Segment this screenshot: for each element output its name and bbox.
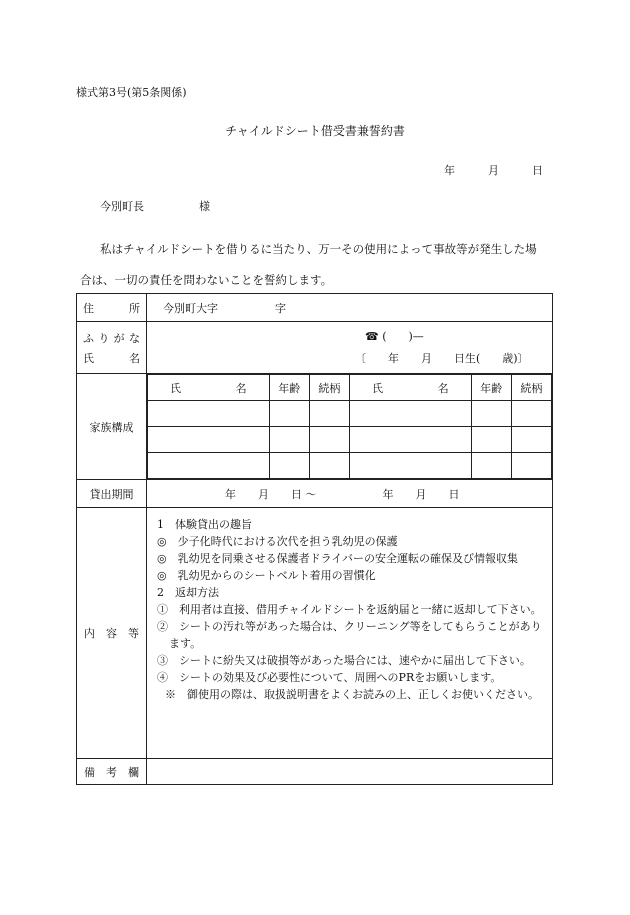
phone-field[interactable]: ( )— <box>382 330 424 343</box>
remarks-row <box>77 759 553 785</box>
family-age-cell[interactable] <box>471 453 511 479</box>
content-line: ◎ 乳幼児からのシートベルト着用の習慣化 <box>157 569 376 582</box>
content-line: ② シートの汚れ等があった場合は、クリーニング等をしてもらうことがあります。 <box>157 620 542 650</box>
family-name-cell[interactable] <box>148 427 270 453</box>
family-header-relation: 続柄 <box>511 375 551 401</box>
family-header-row <box>148 375 552 401</box>
family-entry-row <box>148 453 552 479</box>
period-label: 貸出期間 <box>77 480 147 508</box>
content-label: 内 容 等 <box>77 508 147 759</box>
pledge-line-2: 合は、一切の責任を問わないことを誓約します。 <box>80 273 333 287</box>
name-label: ふ り が な 氏 名 <box>77 322 147 374</box>
addressee <box>100 198 210 214</box>
family-name-cell[interactable] <box>349 401 471 427</box>
content-line: ◎ 少子化時代における次代を担う乳幼児の保護 <box>157 535 398 548</box>
name-field[interactable] <box>147 322 553 374</box>
birthdate-field[interactable]: 〔 年 月 日生( 歳)〕 <box>355 352 529 365</box>
content-line: ④ シートの効果及び必要性について、周囲へのPRをお願いします。 <box>157 671 502 684</box>
content-line: ③ シートに紛失又は破損等があった場合には、速やかに届出して下さい。 <box>157 654 531 667</box>
name-row <box>77 322 553 374</box>
family-name-cell[interactable] <box>148 401 270 427</box>
content-row <box>77 508 553 759</box>
pledge-text <box>80 234 560 296</box>
family-age-cell[interactable] <box>269 427 309 453</box>
date-line <box>444 162 543 178</box>
family-relation-cell[interactable] <box>511 401 551 427</box>
address-prefix: 今別町大字 <box>163 301 218 315</box>
family-header-name: 氏 名 <box>148 375 270 401</box>
content-line: ◎ 乳幼児を同乗させる保護者ドライバーの安全運転の確保及び情報収集 <box>157 552 519 565</box>
content-text <box>147 508 553 759</box>
address-label: 住 所 <box>77 294 147 322</box>
content-line: 1 体験貸出の趣旨 <box>157 518 252 531</box>
content-line: 2 返却方法 <box>157 586 219 599</box>
date-month: 月 <box>488 164 499 177</box>
addressee-suffix: 様 <box>199 200 210 213</box>
address-row <box>77 294 553 322</box>
furigana-label: ふ り が な <box>83 331 140 345</box>
family-age-cell[interactable] <box>269 453 309 479</box>
date-day: 日 <box>532 164 543 177</box>
family-relation-cell[interactable] <box>511 427 551 453</box>
form-number: 様式第3号(第5条関係) <box>76 86 187 99</box>
family-name-cell[interactable] <box>349 453 471 479</box>
date-year: 年 <box>444 164 455 177</box>
content-line: ① 利用者は直接、借用チャイルドシートを返納届と一緒に返却して下さい。 <box>157 603 542 616</box>
remarks-field[interactable] <box>147 759 553 785</box>
family-relation-cell[interactable] <box>309 401 349 427</box>
family-relation-cell[interactable] <box>309 453 349 479</box>
family-relation-cell[interactable] <box>511 453 551 479</box>
family-entry-row <box>148 427 552 453</box>
family-relation-cell[interactable] <box>309 427 349 453</box>
family-header-age: 年齢 <box>269 375 309 401</box>
family-table <box>147 374 552 479</box>
family-header-age: 年齢 <box>471 375 511 401</box>
form-table <box>76 293 553 785</box>
period-field[interactable]: 年 月 日 ～ 年 月 日 <box>147 480 553 508</box>
document-title: チャイルドシート借受書兼誓約書 <box>225 124 405 138</box>
family-name-cell[interactable] <box>148 453 270 479</box>
pledge-line-1: 私はチャイルドシートを借りるに当たり、万一その使用によって事故等が発生した場 <box>100 242 537 256</box>
family-entry-row <box>148 401 552 427</box>
period-row <box>77 480 553 508</box>
family-age-cell[interactable] <box>471 401 511 427</box>
addressee-name: 今別町長 <box>100 200 144 213</box>
address-aza: 字 <box>275 301 286 315</box>
phone-icon: ☎ <box>365 330 379 343</box>
family-header-name: 氏 名 <box>349 375 471 401</box>
family-age-cell[interactable] <box>471 427 511 453</box>
remarks-label: 備 考 欄 <box>77 759 147 785</box>
family-header-relation: 続柄 <box>309 375 349 401</box>
family-name-cell[interactable] <box>349 427 471 453</box>
content-note: ※ 御使用の際は、取扱説明書をよくお読みの上、正しくお使いください。 <box>165 688 539 701</box>
family-age-cell[interactable] <box>269 401 309 427</box>
family-row <box>77 374 553 480</box>
family-label: 家族構成 <box>77 374 147 480</box>
address-field[interactable] <box>147 294 553 322</box>
